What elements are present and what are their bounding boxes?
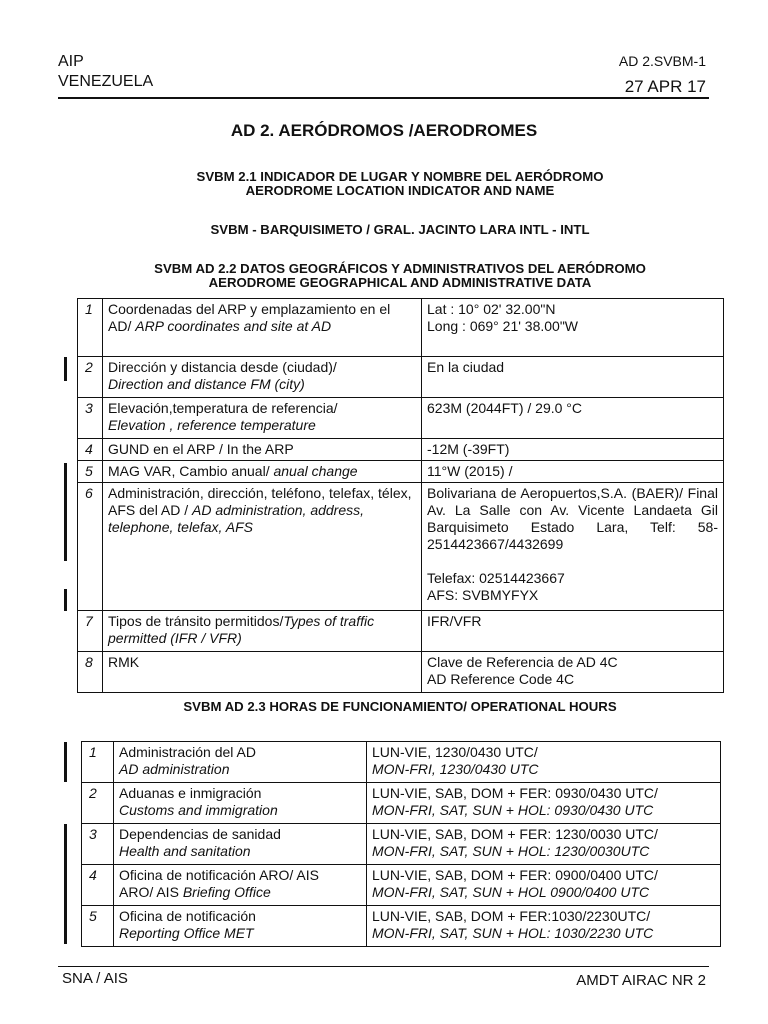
- row-label: Dirección y distancia desde (ciudad)/ Direction and distance FM (city): [103, 357, 422, 398]
- geographical-admin-table: [77, 298, 724, 693]
- header-aip: AIP: [58, 53, 84, 70]
- section-2-2-line1: SVBM AD 2.2 DATOS GEOGRÁFICOS Y ADMINISTRATIVOS DEL AERÓDROMO: [154, 261, 646, 276]
- row-value: IFR/VFR: [422, 611, 724, 652]
- header-rule: [58, 97, 709, 99]
- table-row: [78, 299, 724, 357]
- row-value: LUN-VIE, SAB, DOM + FER: 1230/0030 UTC/ MON-FRI, SAT, SUN + HOL: 1230/0030UTC: [367, 824, 721, 865]
- row-value: LUN-VIE, 1230/0430 UTC/ MON-FRI, 1230/0430 UTC: [367, 742, 721, 783]
- section-2-2-heading: [0, 262, 768, 290]
- row-number: 5: [82, 906, 114, 947]
- page-title: AD 2. AERÓDROMOS /AERODROMES: [230, 121, 538, 140]
- change-bar: [64, 824, 67, 944]
- row-label: Oficina de notificación Reporting Office MET: [114, 906, 367, 947]
- table-row: [82, 742, 721, 783]
- row-number: 3: [78, 398, 103, 439]
- section-2-2-line2: AERODROME GEOGRAPHICAL AND ADMINISTRATIVE DATA: [208, 275, 592, 290]
- row-label: Administración del AD AD administration: [114, 742, 367, 783]
- row-label: RMK: [103, 652, 422, 693]
- table-row: [82, 824, 721, 865]
- change-bar: [64, 742, 67, 782]
- row-number: 7: [78, 611, 103, 652]
- table-row: [82, 906, 721, 947]
- aerodrome-name: SVBM - BARQUISIMETO / GRAL. JACINTO LARA INTL - INTL: [210, 222, 590, 237]
- row-label: Aduanas e inmigración Customs and immigration: [114, 783, 367, 824]
- row-label: Elevación,temperatura de referencia/ Elevation , reference temperature: [103, 398, 422, 439]
- section-2-1-line1: SVBM 2.1 INDICADOR DE LUGAR Y NOMBRE DEL AERÓDROMO: [196, 169, 604, 184]
- page-reference: AD 2.SVBM-1: [618, 53, 706, 69]
- row-value: Lat : 10° 02' 32.00"N Long : 069° 21' 38.00"W: [422, 299, 724, 357]
- table-row: [78, 461, 724, 483]
- row-label: Oficina de notificación ARO/ AIS ARO/ AIS Briefing Office: [114, 865, 367, 906]
- row-value: Clave de Referencia de AD 4C AD Reference Code 4C: [422, 652, 724, 693]
- row-value: LUN-VIE, SAB, DOM + FER: 0930/0430 UTC/ MON-FRI, SAT, SUN + HOL: 0930/0430 UTC: [367, 783, 721, 824]
- row-value: LUN-VIE, SAB, DOM + FER: 0900/0400 UTC/ MON-FRI, SAT, SUN + HOL 0900/0400 UTC: [367, 865, 721, 906]
- row-number: 3: [82, 824, 114, 865]
- table-row: [78, 652, 724, 693]
- row-label: GUND en el ARP / In the ARP: [103, 439, 422, 461]
- row-number: 1: [78, 299, 103, 357]
- row-number: 1: [82, 742, 114, 783]
- row-number: 2: [78, 357, 103, 398]
- row-value: 623M (2044FT) / 29.0 °C: [422, 398, 724, 439]
- section-2-1-heading: [0, 170, 768, 198]
- publication-date: 27 APR 17: [624, 77, 706, 96]
- change-bar: [64, 357, 67, 381]
- row-value: 11°W (2015) /: [422, 461, 724, 483]
- row-number: 2: [82, 783, 114, 824]
- row-value: Bolivariana de Aeropuertos,S.A. (BAER)/ Final Av. La Salle con Av. Vicente Landaeta Gil Barquisimeto Estado Lara, Telf: 58-2514423667/4432699 Telefax: 02514423667 AFS: SVBMYFYX: [422, 483, 724, 611]
- table-row: [78, 611, 724, 652]
- row-number: 4: [78, 439, 103, 461]
- row-number: 4: [82, 865, 114, 906]
- footer-amendment: AMDT AIRAC NR 2: [576, 972, 706, 989]
- section-2-1-line2: AERODROME LOCATION INDICATOR AND NAME: [245, 183, 555, 198]
- section-2-3-heading: SVBM AD 2.3 HORAS DE FUNCIONAMIENTO/ OPERATIONAL HOURS: [183, 699, 617, 714]
- row-label: Administración, dirección, teléfono, telefax, télex, AFS del AD / AD administration, address, telephone, telefax, AFS: [103, 483, 422, 611]
- header-left: [58, 52, 153, 92]
- operational-hours-table: [81, 741, 721, 947]
- row-label: Coordenadas del ARP y emplazamiento en el AD/ ARP coordinates and site at AD: [103, 299, 422, 357]
- row-value: -12M (-39FT): [422, 439, 724, 461]
- header-country: VENEZUELA: [58, 73, 154, 90]
- row-label: MAG VAR, Cambio anual/ anual change: [103, 461, 422, 483]
- table-row: [78, 439, 724, 461]
- row-number: 8: [78, 652, 103, 693]
- row-label: Dependencias de sanidad Health and sanitation: [114, 824, 367, 865]
- row-number: 5: [78, 461, 103, 483]
- table-row: [78, 398, 724, 439]
- row-value: LUN-VIE, SAB, DOM + FER:1030/2230UTC/ MON-FRI, SAT, SUN + HOL: 1030/2230 UTC: [367, 906, 721, 947]
- footer-rule: [58, 966, 709, 967]
- row-label: Tipos de tránsito permitidos/Types of traffic permitted (IFR / VFR): [103, 611, 422, 652]
- table-row: [82, 783, 721, 824]
- row-value: En la ciudad: [422, 357, 724, 398]
- change-bar: [64, 589, 67, 611]
- change-bar: [64, 463, 67, 561]
- table-row: [78, 483, 724, 611]
- footer-publisher: SNA / AIS: [62, 970, 128, 987]
- row-number: 6: [78, 483, 103, 611]
- table-row: [82, 865, 721, 906]
- table-row: [78, 357, 724, 398]
